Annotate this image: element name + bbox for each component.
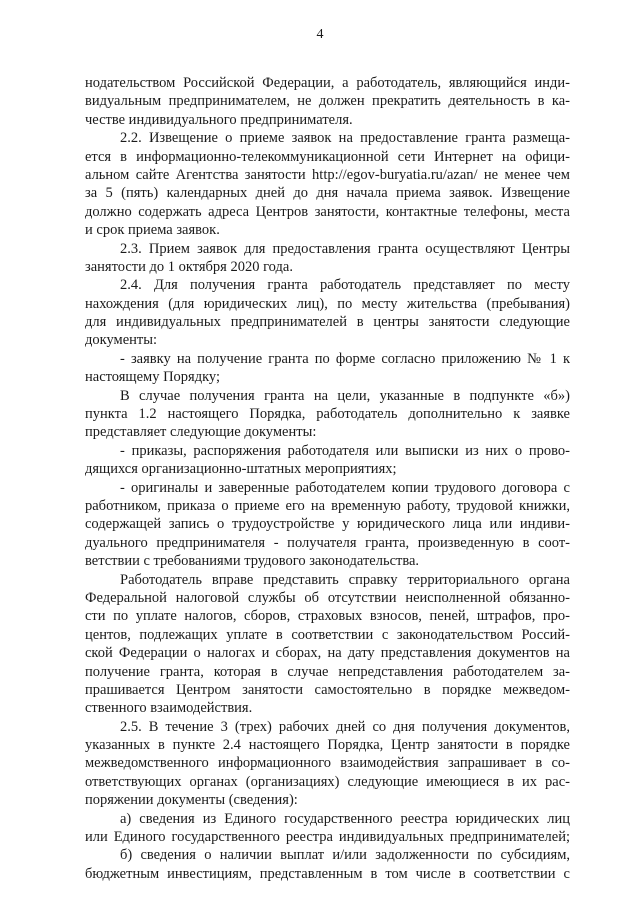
text-line: Работодатель вправе представить справку территориального органа [120, 571, 570, 588]
text-line: должно содержать адреса Центров занятости, контактные телефоны, места [85, 203, 570, 220]
text-line: Федеральной налоговой службы об отсутствии неисполненной обязанно- [85, 589, 570, 606]
text-line: дуального предпринимателя - получателя гранта, произведенную в соот- [85, 534, 570, 551]
text-line: нахождения (для юридических лиц), по месту жительства (пребывания) [85, 295, 570, 312]
text-line: - приказы, распоряжения работодателя или выписки из них о прово- [120, 442, 570, 459]
text-line: ветствии с требованиями трудового законодательства. [85, 553, 420, 570]
document-body [85, 74, 570, 883]
text-line: ской Федерации о налогах и сборах, на дату представления документов на [85, 645, 570, 662]
text-line: для индивидуальных предпринимателей в центры занятости следующие [85, 314, 570, 331]
text-line: получение гранта, которая в случае непредставления работодателем за- [85, 663, 570, 680]
text-line: - заявку на получение гранта по форме согласно приложению № 1 к [120, 350, 570, 367]
text-line: межведомственного информационного взаимодействия запрашивает в со- [85, 755, 570, 772]
text-line: 2.2. Извещение о приеме заявок на предоставление гранта размеща- [120, 130, 570, 147]
text-line: 2.5. В течение 3 (трех) рабочих дней со дня получения документов, [120, 718, 570, 735]
text-line: альном сайте Агентства занятости http://egov-buryatia.ru/azan/ не менее чем [85, 166, 570, 183]
text-line: настоящему Порядку; [85, 369, 221, 386]
text-line: сти по уплате налогов, сборов, страховых взносов, пеней, штрафов, про- [85, 608, 570, 625]
text-line: ется в информационно-телекоммуникационной сети Интернет на офици- [85, 148, 570, 165]
text-line: или Единого государственного реестра индивидуальных предпринимателей; [85, 829, 570, 846]
text-line: за 5 (пять) календарных дней до дня начала приема заявок. Извещение [85, 185, 570, 202]
text-line: занятости до 1 октября 2020 года. [85, 258, 293, 275]
text-line: центов, подлежащих уплате в соответствии с законодательством Россий- [85, 626, 570, 643]
text-line: 2.3. Прием заявок для предоставления гранта осуществляют Центры [120, 240, 570, 257]
text-line: работником, приказа о приеме его на временную работу, трудовой книжки, [85, 497, 570, 514]
text-line: документы: [85, 332, 158, 349]
text-line: содержащей запись о трудоустройстве у юридического лица или индиви- [85, 516, 570, 533]
text-line: 2.4. Для получения гранта работодатель представляет по месту [120, 277, 570, 294]
text-line: ответствующих органах (организациях) следующие имеющиеся в их рас- [85, 773, 570, 790]
text-line: ственного взаимодействия. [85, 700, 253, 717]
text-line: и срок приема заявок. [85, 222, 220, 239]
text-line: прашивается Центром занятости самостоятельно в порядке межведом- [85, 681, 570, 698]
text-line: В случае получения гранта на цели, указанные в подпункте «б») [120, 387, 570, 404]
text-line: указанных в пункте 2.4 настоящего Порядка, Центр занятости в порядке [85, 737, 570, 754]
text-line: дящихся организационно-штатных мероприятиях; [85, 461, 397, 478]
text-line: видуальным предпринимателем, не должен прекратить деятельность в ка- [85, 93, 570, 110]
text-line: представляет следующие документы: [85, 424, 317, 441]
text-line: поряжении документы (сведения): [85, 792, 298, 809]
text-line: честве индивидуального предпринимателя. [85, 111, 353, 128]
text-line: нодательством Российской Федерации, а работодатель, являющийся инди- [85, 75, 570, 91]
page-number: 4 [316, 27, 324, 42]
text-line: бюджетным инвестициям, представленным в том числе в соответствии с [85, 865, 570, 882]
text-line: б) сведения о наличии выплат и/или задолженности по субсидиям, [120, 847, 570, 864]
text-line: - оригиналы и заверенные работодателем копии трудового договора с [120, 479, 570, 496]
text-line: а) сведения из Единого государственного реестра юридических лиц [120, 810, 570, 827]
text-line: пункта 1.2 настоящего Порядка, работодатель дополнительно к заявке [85, 406, 570, 423]
